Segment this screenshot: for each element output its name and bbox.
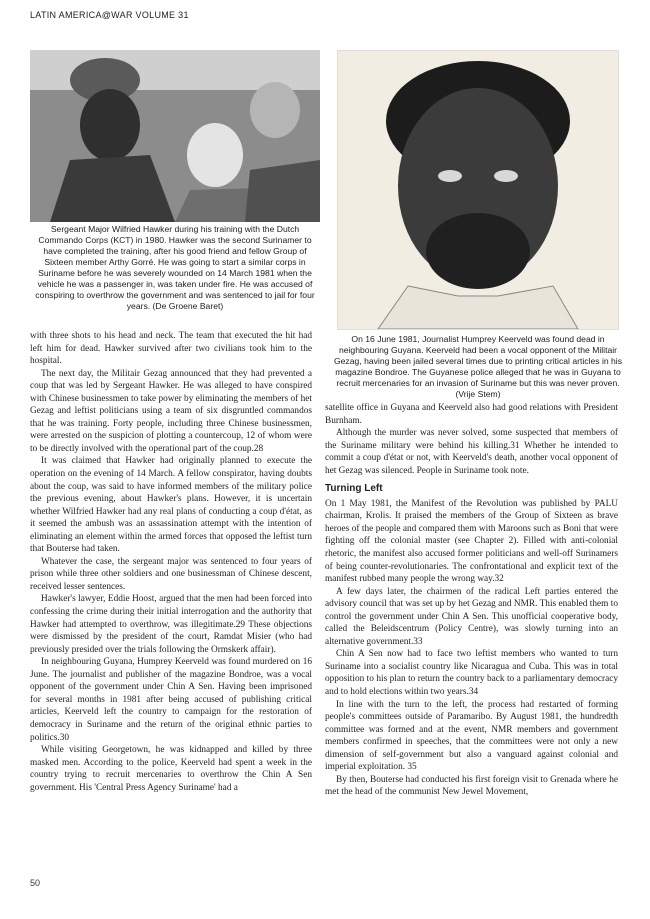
photo-keerveld-portrait — [337, 50, 619, 330]
paragraph: satellite office in Guyana and Keerveld also had good relations with President Burnham. — [325, 403, 618, 426]
paragraph: Whatever the case, the sergeant major was sentenced to four years of prison while three other soldiers and one businessman of Chinese descent, received lesser sentences. — [30, 556, 312, 592]
paragraph: While visiting Georgetown, he was kidnapped and killed by three masked men. According to the police, Keerveld had spent a week in the country trying to recruit mercenaries to overthrow the Chin A Sen government. His 'Central Press Agency Suriname' had a — [30, 745, 312, 793]
right-text-column — [325, 402, 618, 799]
paragraph: On 1 May 1981, the Manifest of the Revolution was published by PALU chairman, Krolis. It praised the members of the Group of Sixteen as brave heroes of the people and compared them with Maroons such as Boni that were fighting off the colonial master (see Chapter 2). Filled with anti-colonial rhetoric, the manifest also accused former politicians and well-off Surinamers of being counter-revolutionaries. The confrontational and explicit text of the manifest rubbed many people the wrong way.32 — [325, 498, 618, 585]
photo-caption-hawker: Sergeant Major Wilfried Hawker during his training with the Dutch Commando Corps (KCT) in 1980. Hawker was the second Surinamer to have completed the training, after his good friend and fellow Group of Sixteen member Arthy Gorré. He was going to start a similar corps in Suriname before he was severely wounded on 14 March 1981 when the vehicle he was a passenger in, was taken under fire. He was accused of conspiring to overthrow the government and was sentenced to jail for four years. (De Groene Baret) — [35, 224, 315, 311]
paragraph: A few days later, the chairmen of the radical Left parties entered the advisory council that was set up by het Gezag and NMR. This enabled them to control the government under Chin A Sen. This unofficial cooperative body, called the Beleidscentrum (Policy Centre), was slowly turning into an alternative government.33 — [325, 586, 618, 647]
paragraph: In neighbouring Guyana, Humprey Keerveld was found murdered on 16 June. The journalist and publisher of the magazine Bondroe, was a vocal opponent of the government under Chin A Sen. Having been imprisoned for several months in 1981 after being accused of publishing critical articles, Keerveld left the country to campaign for the restoration of democracy in Suriname and the return of the original ethnic parties to politics.30 — [30, 657, 312, 743]
paragraph: By then, Bouterse had conducted his first foreign visit to Grenada where he met the head of the communist New Jewel Movement, — [325, 774, 618, 798]
paragraph: Although the murder was never solved, some suspected that members of the Suriname military were behind his killing.31 Whether he intended to commit a coup d'état or not, with Keerveld's death, another vocal opponent of het Gezag was silenced. People in Suriname took note. — [325, 428, 618, 476]
paragraph: with three shots to his head and neck. The team that executed the hit had left him for dead. Hawker survived after two civilians took him to the hospital. — [30, 331, 312, 367]
photo-caption-keerveld: On 16 June 1981, Journalist Humprey Keerveld was found dead in neighbouring Guyana. Keerveld had been a vocal opponent of the Militair Gezag, having been jailed several times due to printing critical articles in his magazine Bondroe. The Guyanese police alleged that he was in Guyana to recruit mercenaries for an invasion of Suriname but this was never proven. (Vrije Stem) — [333, 334, 623, 399]
paragraph: Hawker's lawyer, Eddie Hoost, argued that the men had been forced into confessing the crime during their initial interrogation and the authority that Hawker had attempted to overthrow, was illegitimate.29 These objections were dismissed by the president of the court, Ramdat Misier (who had previously presided over the trials following the Ormskerk affair). — [30, 594, 312, 655]
page-number: 50 — [30, 878, 41, 888]
paragraph: Chin A Sen now had to face two leftist members who wanted to turn Suriname into a socialist country like Nicaragua and Cuba. This was in total opposition to his plan to return the country back to a parliamentary democracy and to hold elections within two years.34 — [325, 649, 618, 698]
photo-hawker-training — [30, 50, 320, 222]
section-heading: Turning Left — [325, 483, 383, 495]
paragraph: The next day, the Militair Gezag announced that they had prevented a coup that was led by Sergeant Hawker. He was alleged to have conspired with Chinese businessmen to take power by eliminating the members of het Gezag and leftist politicians using a team of six disgruntled commandos that he was training. Forty people, including three Chinese businessmen, were arrested on the suspicion of plotting a countercoup, 12 of whom were to be directly involved with the operational part of the coup.28 — [30, 368, 312, 454]
running-header: LATIN AMERICA@WAR VOLUME 31 — [30, 10, 189, 20]
paragraph: In line with the turn to the left, the process had restarted of forming people's committees outside of Paramaribo. By August 1981, the hundredth committee was formed and at the event, NMR members and government members confirmed in speeches, that the committees were not only a new dimension of self-government but also a vanguard against colonial and imperial exploitation. 35 — [325, 699, 618, 773]
left-text-column — [30, 330, 312, 794]
paragraph: It was claimed that Hawker had originally planned to execute the operation on the evening of 14 March. A fellow conspirator, having doubts about the coup, was said to have informed members of the military police the previous evening, about Hawker's plans. However, it is uncertain whether Wilfried Hawker had any real plans of conducting a coup d'état, as it seemed the ambush was an assassination attempt with the intention of eliminating an element within the armed forces that opposed the leftist turn that Bouterse had taken. — [30, 456, 312, 555]
